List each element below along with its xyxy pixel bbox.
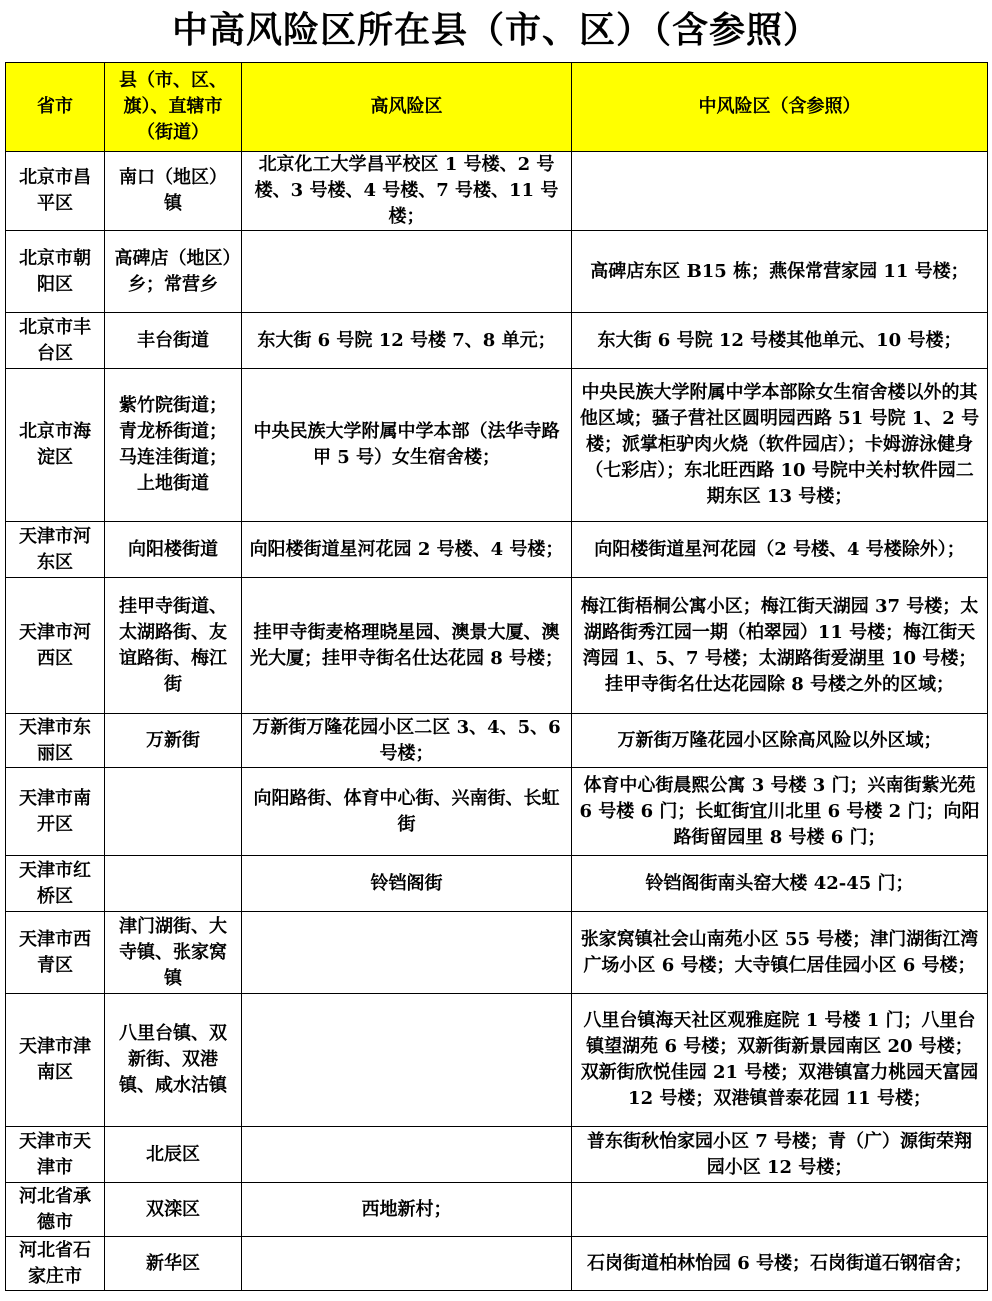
cell-county: 八里台镇、双新街、双港镇、咸水沽镇 <box>105 994 242 1127</box>
table-row <box>6 1237 988 1291</box>
cell-high-risk <box>242 231 572 313</box>
cell-county: 紫竹院街道；青龙桥街道；马连洼街道；上地街道 <box>105 369 242 522</box>
cell-high-risk: 中央民族大学附属中学本部（法华寺路甲 5 号）女生宿舍楼； <box>242 369 572 522</box>
cell-county <box>105 856 242 912</box>
cell-mid-risk: 梅江街梧桐公寓小区；梅江街天湖园 37 号楼；太湖路街秀江园一期（柏翠园）11 号楼；梅江街天湾园 1、5、7 号楼；太湖路街爱湖里 10 号楼；挂甲寺街名仕达花园除 8 号楼之外的区域； <box>572 578 988 714</box>
cell-province: 天津市西青区 <box>6 912 105 994</box>
table-row <box>6 994 988 1127</box>
cell-mid-risk: 石岗街道柏林怡园 6 号楼；石岗街道石钢宿舍； <box>572 1237 988 1291</box>
cell-province: 天津市南开区 <box>6 768 105 856</box>
cell-county: 向阳楼街道 <box>105 522 242 578</box>
cell-mid-risk: 中央民族大学附属中学本部除女生宿舍楼以外的其他区域；骚子营社区圆明园西路 51 号院 1、2 号楼；派掌柜驴肉火烧（软件园店）；卡姆游泳健身（七彩店）；东北旺西路 10 号院中关村软件园二期东区 13 号楼； <box>572 369 988 522</box>
header-province: 省市 <box>6 63 105 152</box>
cell-high-risk <box>242 994 572 1127</box>
cell-mid-risk: 体育中心街晨熙公寓 3 号楼 3 门；兴南街紫光苑 6 号楼 6 门；长虹街宜川北里 6 号楼 2 门；向阳路街留园里 8 号楼 6 门； <box>572 768 988 856</box>
table-row <box>6 1127 988 1183</box>
table-row <box>6 522 988 578</box>
cell-province: 北京市丰台区 <box>6 313 105 369</box>
cell-high-risk: 挂甲寺街麦格理晓星园、澳景大厦、澳光大厦；挂甲寺街名仕达花园 8 号楼； <box>242 578 572 714</box>
risk-area-table <box>5 62 988 1291</box>
cell-mid-risk: 铃铛阁街南头窑大楼 42-45 门； <box>572 856 988 912</box>
cell-high-risk: 万新街万隆花园小区二区 3、4、5、6 号楼； <box>242 714 572 768</box>
cell-mid-risk <box>572 152 988 231</box>
cell-mid-risk: 八里台镇海天社区观雅庭院 1 号楼 1 门；八里台镇望湖苑 6 号楼；双新街新景园南区 20 号楼；双新街欣悦佳园 21 号楼；双港镇富力桃园天富园 12 号楼；双港镇普泰花园 11 号楼； <box>572 994 988 1127</box>
cell-mid-risk: 张家窝镇社会山南苑小区 55 号楼；津门湖街江湾广场小区 6 号楼；大寺镇仁居佳园小区 6 号楼； <box>572 912 988 994</box>
cell-mid-risk: 高碑店东区 B15 栋；燕保常营家园 11 号楼； <box>572 231 988 313</box>
cell-high-risk: 东大街 6 号院 12 号楼 7、8 单元； <box>242 313 572 369</box>
table-header-row <box>6 63 988 152</box>
cell-high-risk <box>242 1127 572 1183</box>
cell-province: 河北省承德市 <box>6 1183 105 1237</box>
cell-province: 天津市河西区 <box>6 578 105 714</box>
cell-county <box>105 768 242 856</box>
header-mid-risk: 中风险区（含参照） <box>572 63 988 152</box>
cell-province: 天津市红桥区 <box>6 856 105 912</box>
cell-county: 高碑店（地区）乡；常营乡 <box>105 231 242 313</box>
table-row <box>6 313 988 369</box>
cell-high-risk: 北京化工大学昌平校区 1 号楼、2 号楼、3 号楼、4 号楼、7 号楼、11 号楼； <box>242 152 572 231</box>
cell-county: 丰台街道 <box>105 313 242 369</box>
cell-high-risk: 西地新村； <box>242 1183 572 1237</box>
cell-province: 天津市天津市 <box>6 1127 105 1183</box>
cell-high-risk: 向阳路街、体育中心街、兴南街、长虹街 <box>242 768 572 856</box>
header-high-risk: 高风险区 <box>242 63 572 152</box>
table-row <box>6 578 988 714</box>
cell-province: 河北省石家庄市 <box>6 1237 105 1291</box>
cell-mid-risk: 东大街 6 号院 12 号楼其他单元、10 号楼； <box>572 313 988 369</box>
table-row <box>6 714 988 768</box>
cell-high-risk <box>242 1237 572 1291</box>
cell-province: 北京市海淀区 <box>6 369 105 522</box>
table-row <box>6 1183 988 1237</box>
header-county: 县（市、区、旗）、直辖市（街道） <box>105 63 242 152</box>
table-row <box>6 768 988 856</box>
cell-county: 北辰区 <box>105 1127 242 1183</box>
cell-province: 天津市津南区 <box>6 994 105 1127</box>
cell-high-risk <box>242 912 572 994</box>
cell-high-risk: 向阳楼街道星河花园 2 号楼、4 号楼； <box>242 522 572 578</box>
table-row <box>6 369 988 522</box>
cell-county: 新华区 <box>105 1237 242 1291</box>
cell-high-risk: 铃铛阁街 <box>242 856 572 912</box>
cell-county: 双滦区 <box>105 1183 242 1237</box>
cell-county: 万新街 <box>105 714 242 768</box>
table-row <box>6 231 988 313</box>
cell-mid-risk: 普东街秋怡家园小区 7 号楼；青（广）源街荣翔园小区 12 号楼； <box>572 1127 988 1183</box>
cell-county: 挂甲寺街道、太湖路街、友谊路街、梅江街 <box>105 578 242 714</box>
cell-mid-risk <box>572 1183 988 1237</box>
cell-county: 津门湖街、大寺镇、张家窝镇 <box>105 912 242 994</box>
cell-mid-risk: 向阳楼街道星河花园（2 号楼、4 号楼除外）； <box>572 522 988 578</box>
cell-province: 北京市朝阳区 <box>6 231 105 313</box>
table-row <box>6 912 988 994</box>
table-row <box>6 152 988 231</box>
cell-province: 北京市昌平区 <box>6 152 105 231</box>
cell-province: 天津市东丽区 <box>6 714 105 768</box>
page-title: 中高风险区所在县（市、区）（含参照） <box>171 10 820 51</box>
cell-county: 南口（地区）镇 <box>105 152 242 231</box>
cell-mid-risk: 万新街万隆花园小区除高风险以外区域； <box>572 714 988 768</box>
cell-province: 天津市河东区 <box>6 522 105 578</box>
table-row <box>6 856 988 912</box>
